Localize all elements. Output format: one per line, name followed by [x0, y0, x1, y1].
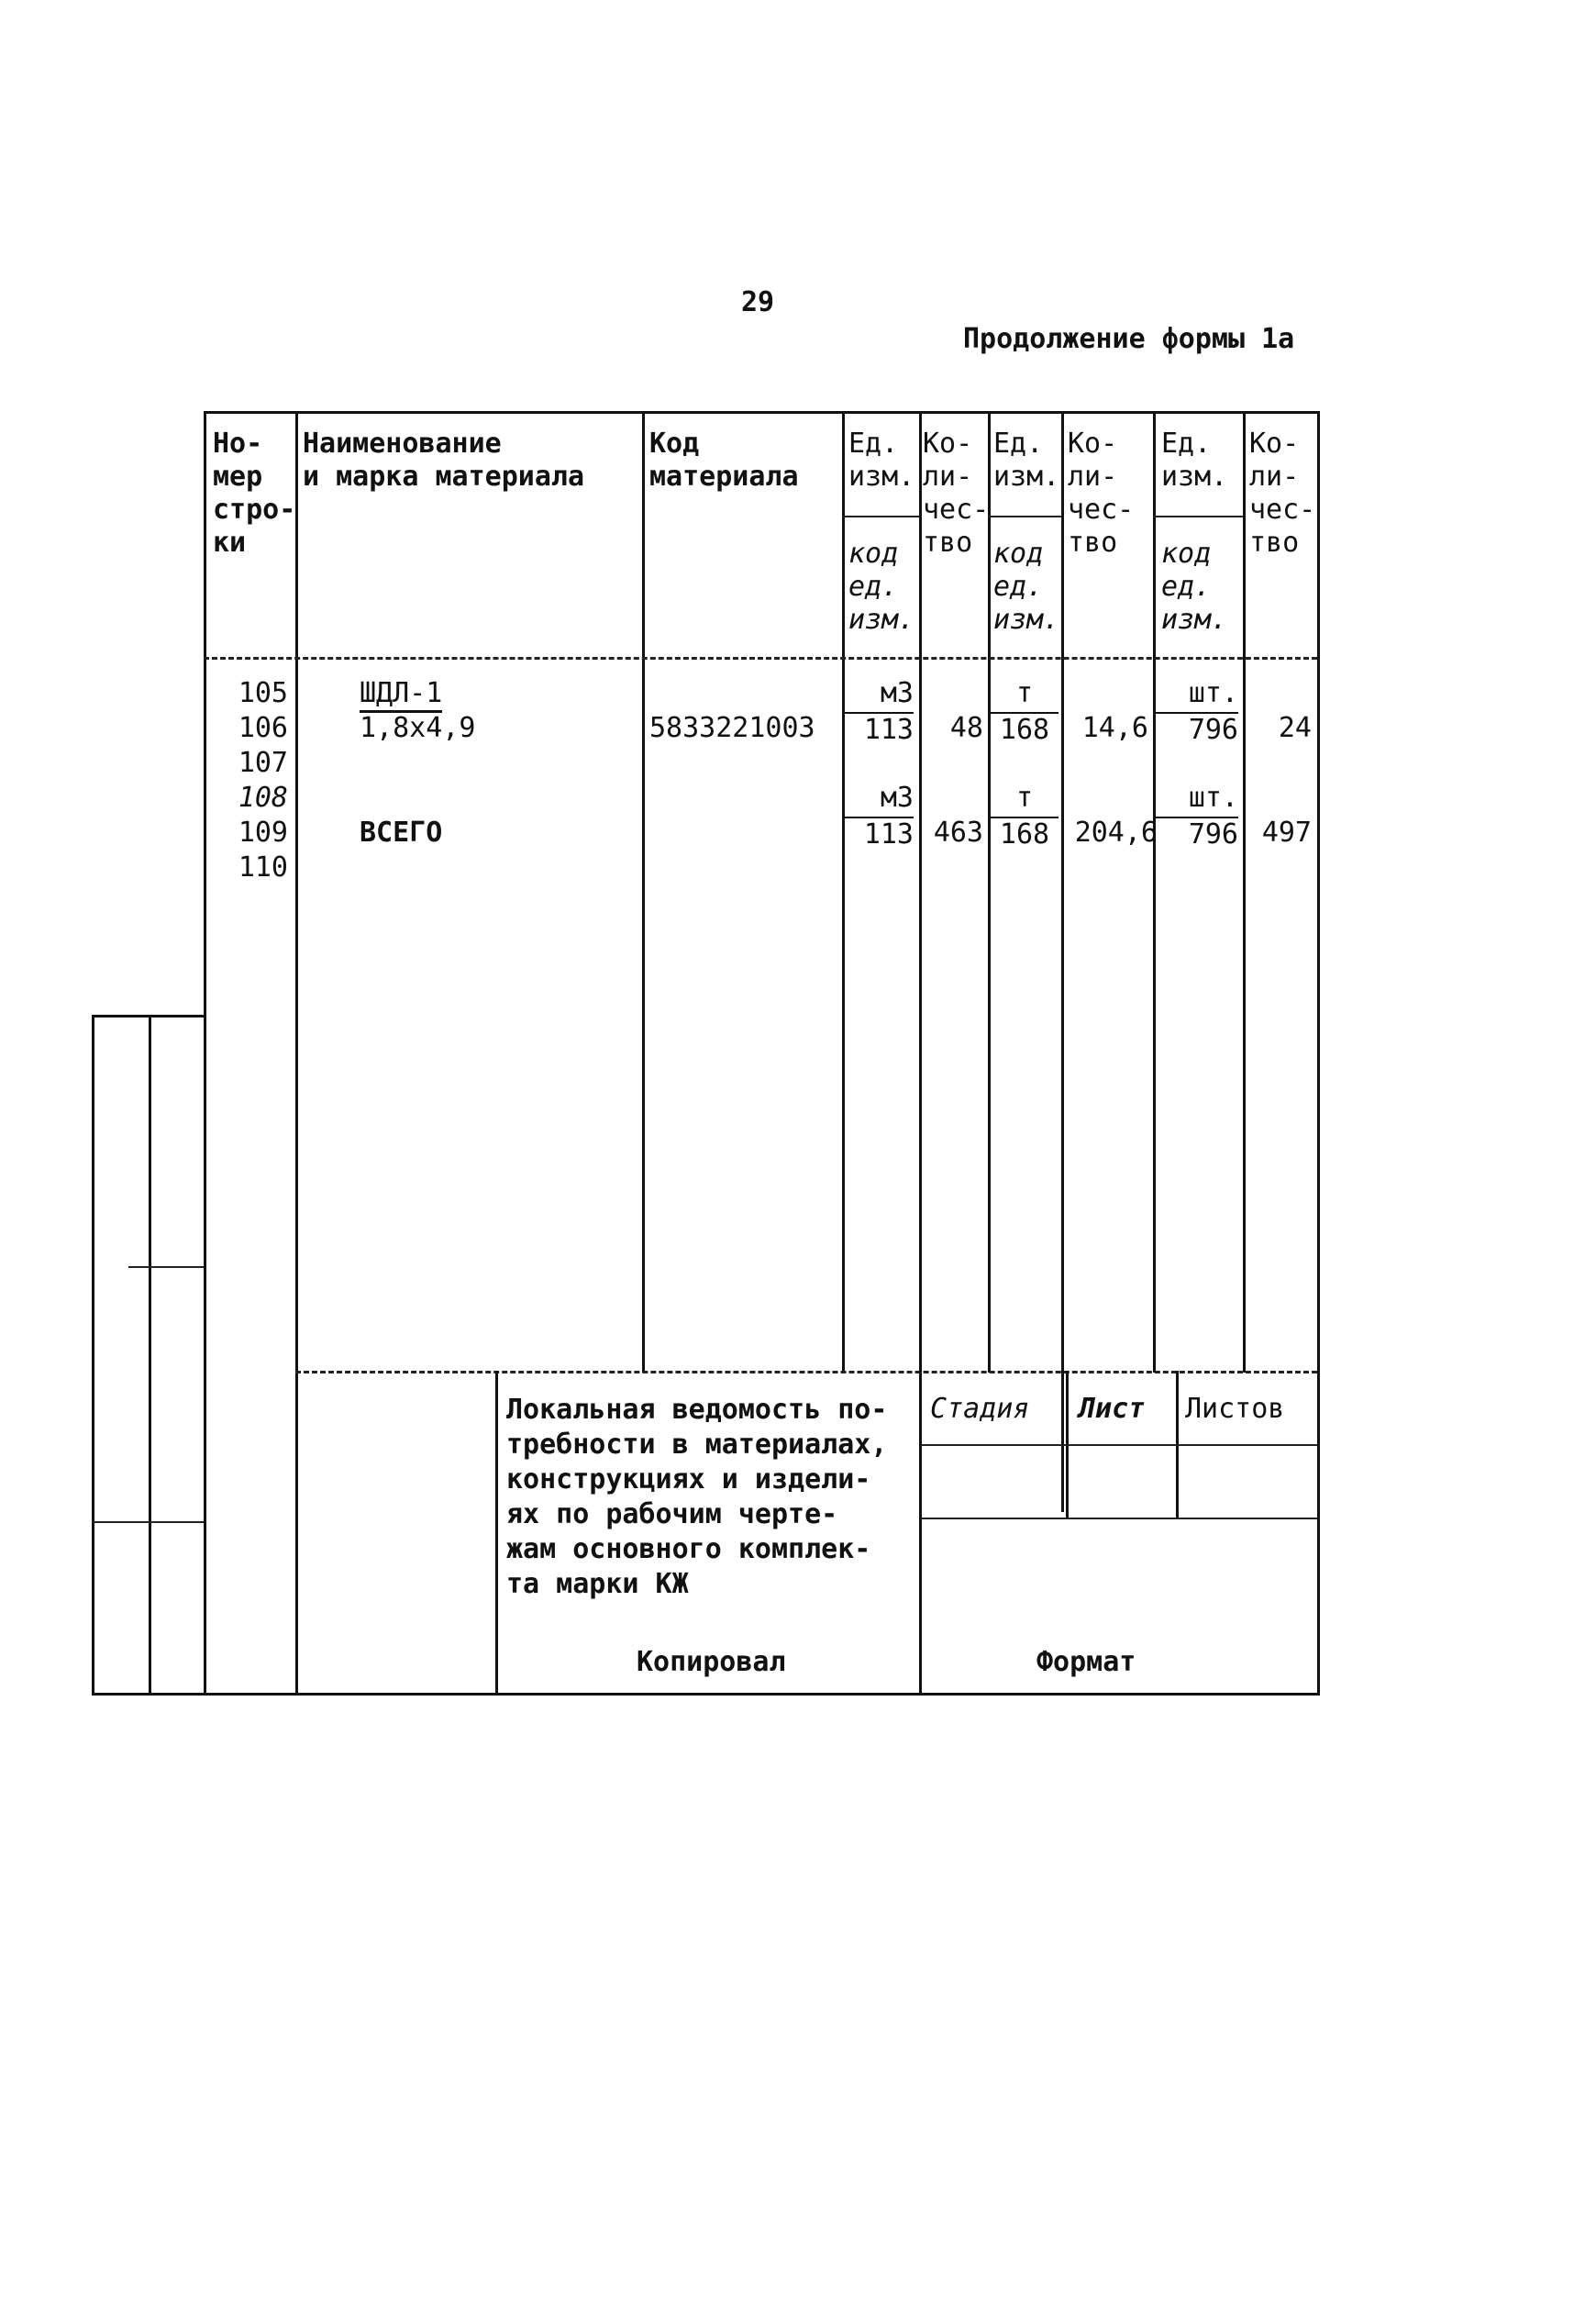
header-quantity-3: Ко- ли- чес- тво	[1249, 428, 1316, 559]
header-unit-3: Ед. изм.	[1161, 428, 1228, 493]
unit-code-2: 168	[991, 712, 1058, 747]
row-number: 107	[238, 747, 288, 779]
material-brand: ШДЛ-1	[360, 677, 442, 713]
sheet-label: Лист	[1079, 1393, 1146, 1425]
total-label: ВСЕГО	[360, 817, 443, 849]
header-material-code: Код материала	[649, 428, 799, 493]
page-number: 29	[741, 286, 775, 318]
header-row-number: Но- мер стро- ки	[213, 428, 296, 559]
unit-code-2: 168	[991, 817, 1058, 851]
row-number: 110	[238, 851, 288, 884]
unit-2: т	[1015, 782, 1034, 814]
header-quantity-1: Ко- ли- чес- тво	[923, 428, 990, 559]
stage-label: Стадия	[930, 1393, 1030, 1425]
quantity-2-total: 204,6	[1074, 817, 1158, 849]
unit-3: шт.	[1188, 677, 1238, 709]
unit-code-3: 796	[1156, 712, 1238, 747]
unit-2: т	[1015, 677, 1034, 709]
quantity-3: 24	[1278, 712, 1312, 744]
quantity-3-total: 497	[1261, 817, 1312, 849]
header-unit-code-2: код ед. изм.	[993, 538, 1060, 636]
document-title: Локальная ведомость по- требности в материалах, конструкциях и издели- ях по рабочим черте- жам основного комплек- та марки КЖ	[506, 1394, 888, 1600]
row-number: 108	[238, 782, 288, 814]
quantity-2: 14,6	[1081, 712, 1148, 744]
continuation-label: Продолжение формы 1а	[963, 323, 1295, 355]
unit-code-1: 113	[844, 712, 914, 747]
header-unit-code-3: код ед. изм.	[1161, 538, 1228, 636]
unit-3: шт.	[1188, 782, 1238, 814]
unit-1: м3	[880, 782, 914, 814]
sheets-label: Листов	[1185, 1393, 1285, 1425]
unit-code-3: 796	[1156, 817, 1238, 851]
material-size: 1,8х4,9	[360, 712, 476, 744]
row-number: 106	[238, 712, 288, 744]
copied-label: Копировал	[637, 1646, 786, 1678]
header-unit-1: Ед. изм.	[848, 428, 915, 493]
header-quantity-2: Ко- ли- чес- тво	[1068, 428, 1135, 559]
header-unit-2: Ед. изм.	[993, 428, 1060, 493]
quantity-1: 48	[949, 712, 983, 744]
header-unit-code-1: код ед. изм.	[848, 538, 915, 636]
row-number: 105	[238, 677, 288, 709]
unit-1: м3	[880, 677, 914, 709]
unit-code-1: 113	[844, 817, 914, 851]
format-label: Формат	[1036, 1646, 1136, 1678]
material-code: 5833221003	[649, 712, 815, 744]
header-material-name: Наименование и марка материала	[303, 428, 585, 493]
quantity-1-total: 463	[933, 817, 983, 849]
row-number: 109	[238, 817, 288, 849]
